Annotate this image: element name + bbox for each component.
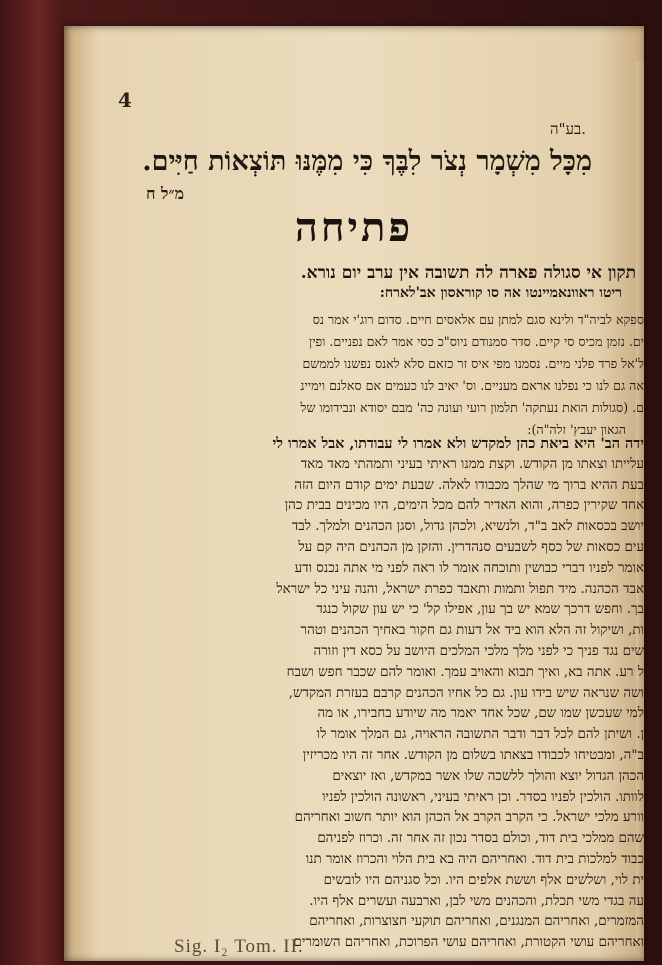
body-text: [94, 434, 644, 954]
body-line: ושה שנראה שיש בידו עון. גם כל אחיו הכהנים קרבם בעזרת המקדש,: [288, 685, 644, 701]
body-line: בעת ההיא ברוך מי שהלך מכבודו לאלה. שבעת ימים קודם היום הזה: [294, 477, 644, 493]
subheading-line: תקון אי סגולה פארה לה תשובה אין ערב יום נורא.: [300, 263, 636, 283]
note-line: ים. נזמן מכיס סי קיים. סדר סמנודם ניוס"כ כסי אמר לאם נפניים. ופין: [309, 334, 644, 349]
note-line: ל'אל פרד פלני מיים. נסמנו מפי איס זר כזאם סלא לאנס נפשנו לממשם: [302, 356, 644, 371]
body-line: לוותו. הולכין לפניו בסדר. וכן ראיתי בעיני, ראשונה הולכין לפניו: [322, 789, 644, 805]
body-line: בך. וחפש דרכך שמא יש בך עון, אפילו קל' כי יש עון שקול כנגד: [316, 602, 644, 618]
body-line: שהם ממלכי בית דוד, וכולם בסדר נכון זה אחר זה. וכרוז לפניהם: [317, 831, 644, 847]
note-line: אה גם לנו כי נפלנו אראם מעניים. וס' יאיב לנו כעמים אם סאלנם וימיינ: [300, 378, 644, 393]
body-line: ב"ה, ומבטיחו לכבודו בצאתו בשלום מן הקודש. אחר זה היו מכריזין: [302, 747, 644, 763]
motto-verse: מִכָּל מִשְׁמָר נְצֹר לִבֶּךָ כִּי מִמֶּנּוּ תּוֹצְאוֹת חַיִּים.: [142, 146, 592, 177]
body-line: ית לוי, ושלשים אלף וששת אלפים היו. וכל סגניהם היו לובשים: [323, 872, 644, 888]
body-line: יושב בכסאות לאב ב"ד, ולנשיא, ולכהן גדול, וסגן הכהנים ולמלך. לבד: [291, 519, 644, 535]
body-line: עה בגדי משי תכלת, והכהנים משי לבן, וארבעה ועשרים אלף היו.: [309, 893, 644, 909]
besiyata-header: בע"ה.: [549, 120, 586, 138]
body-line: המזמרים, ואחריהם המנגנים, ואחריהם תוקעי חצוצרות, ואחריהם: [309, 914, 644, 930]
body-line: אומר לפניו דברי כבושין ותוכחה אומר לו ראה לפני מי אתה נכנס ודע: [294, 560, 644, 576]
note-line: ספקא לביה"ד ולינא סגם למתן עם אלאסים חיים. סדום רוג'י אמר נס: [312, 312, 644, 327]
body-line: אחד שקירין כפרה, והוא האדיר להם מכל הימים, היו מכינים בבית כהן: [284, 498, 644, 514]
note-line: הגאון יעבץ' זלה"ה):: [527, 422, 626, 437]
body-line: וורע מלכי ישראל. כי הקרב הקרב אל הכהן הוא יותר חשוב ואחריהם: [294, 810, 644, 826]
note-line: ם. (סגולות הואת נעתקה' תלמון רועי ועונה כה' מבם יסודא ונבידומו של: [300, 400, 644, 415]
subheading-line: ריטו ראוונאמיינטו אה סו קוראסון אב'לארח:: [379, 285, 622, 301]
printer-signature: Sig. I₂ Tom. II.: [174, 936, 304, 957]
body-line: למי שעכשן שמו שם, שכל אחד יאמר מה שיודע בחבירו, או מה: [317, 706, 644, 722]
body-line: עים כסאות של כסף לשבעים סנהדרין. והזקן מן הכהנים היה קם על: [298, 539, 644, 555]
body-line: ות, ושיקול זה הלא הוא ביד אל דעות גם חקור באחיך הכהנים וטהר: [300, 623, 644, 639]
body-line: הכהן הגדול יוצא והולך ללשכה שלו אשר במקדש, ואז יוצאים: [332, 768, 644, 784]
motto-reference: מ״ל ח: [146, 184, 185, 203]
section-subheading: [104, 263, 636, 302]
ladino-note: [104, 309, 644, 441]
section-title: פתיחה: [294, 204, 414, 251]
body-line: שים נגד פניך כי לפני מלך מלכי המלכים היושב על כסא דין וזורה: [313, 643, 644, 659]
body-line: אבד הכהנה. מיד תפול ותמות ותאבד כפרת ישראל, והנה עיני כל ישראל: [276, 581, 644, 597]
body-line: ן. ושיתן להם לכל דבר ודבר התשובה הראויה, גם המלך אומר לו: [316, 727, 644, 743]
book-page: [64, 26, 644, 961]
body-line: ידה הב' היא ביאת כהן למקדש ולא אמרו לי עבודתו, אבל אמרו לי: [272, 435, 644, 452]
body-line: עלייתו וצאתו מן הקודש. וקצת ממנו ראיתי בעיני ותמהתי מאד מאד: [300, 456, 644, 472]
body-line: ואחריהם עושי הקטורת, ואחריהם עושי הפרוכת, ואחריהם השומרים: [293, 935, 644, 951]
body-line: ל רע. אתה בא, ואיך תבוא והאויב עמך. ואומר להם שכבר חפש ושבח: [286, 664, 644, 680]
body-line: כבוד למלכות בית דוד. ואחריהם היה בא בית הלוי והכרוז אומר תנו: [305, 851, 644, 867]
page-number: 4: [118, 88, 132, 112]
